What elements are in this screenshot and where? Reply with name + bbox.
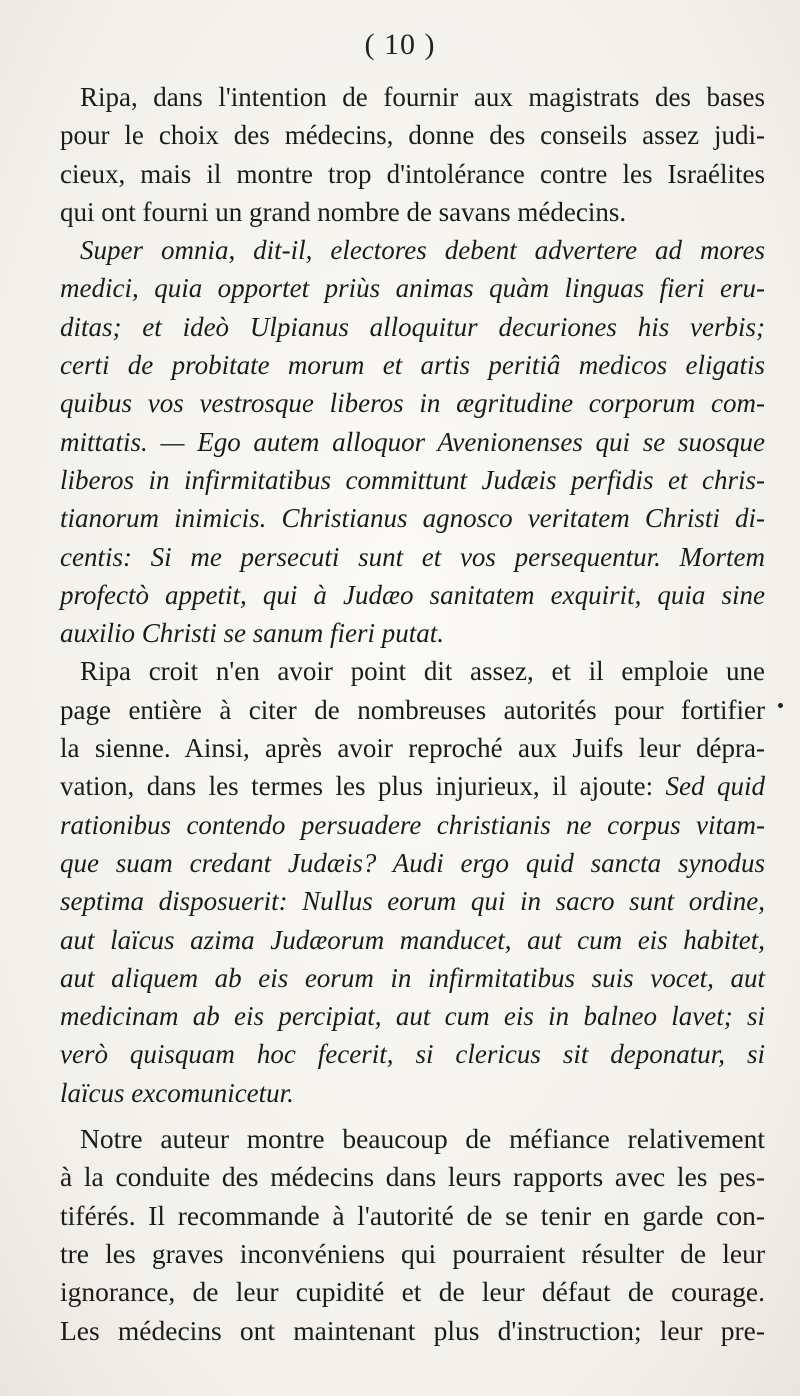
italic-segment: Sed quid: [665, 771, 765, 802]
text-line: cieux, mais il montre trop d'intolérance contre les Israélites: [60, 158, 765, 189]
margin-ink-dot: [778, 703, 783, 708]
roman-segment: vation, dans les termes les plus injurieux, il ajoute:: [60, 771, 666, 802]
text-line: qui ont fourni un grand nombre de savans médecins.: [60, 196, 627, 227]
text-line: Ripa, dans l'intention de fournir aux magistrats des bases: [80, 82, 765, 112]
text-line: ignorance, de leur cupidité et de leur défaut de courage.: [60, 1276, 765, 1308]
text-line: liberos in infirmitatibus committunt Judæis perfidis et chris-: [60, 464, 765, 495]
text-line: ditas; et ideò Ulpianus alloquitur decuriones his verbis;: [60, 311, 765, 342]
text-line: verò quisquam hoc fecerit, si clericus sit deponatur, si: [60, 1039, 765, 1070]
text-line: rationibus contendo persuadere christianis ne corpus vitam-: [60, 809, 765, 840]
text-line: profectò appetit, qui à Judæo sanitatem exquirit, quia sine: [60, 579, 765, 610]
text-line: que suam credant Judæis? Audi ergo quid sancta synodus: [60, 847, 765, 878]
paragraph-ripa-intro: [60, 78, 765, 231]
text-line: pour le choix des médecins, donne des conseils assez judi-: [60, 120, 765, 151]
text-line: laïcus excomunicetur.: [60, 1077, 294, 1108]
text-line: quibus vos vestrosque liberos in ægritudine corporum com-: [60, 388, 765, 419]
text-line: page entière à citer de nombreuses autorités pour fortifier: [60, 694, 765, 725]
body-text: [60, 78, 765, 1350]
text-line: tre les graves inconvéniens qui pourraient résulter de leur: [60, 1237, 765, 1269]
page-number: ( 10 ): [364, 28, 436, 61]
text-line: Les médecins ont maintenant plus d'instruction; leur pre-: [60, 1314, 765, 1346]
paragraph-ripa-synod: [60, 652, 765, 1112]
text-line: aut aliquem ab eis eorum in infirmitatibus suis vocet, aut: [60, 962, 765, 993]
text-line: Ripa croit n'en avoir point dit assez, et il emploie une: [80, 656, 765, 687]
text-line: aut laïcus azima Judæorum manducet, aut cum eis habitet,: [60, 924, 765, 955]
text-line: tiférés. Il recommande à l'autorité de se tenir en garde con-: [60, 1199, 765, 1231]
text-line-mixed: [60, 767, 765, 805]
text-line: centis: Si me persecuti sunt et vos persequentur. Mortem: [60, 541, 765, 572]
text-line: mittatis. — Ego autem alloquor Avenionenses qui se suosque: [60, 426, 765, 457]
text-line: à la conduite des médecins dans leurs rapports avec les pes-: [60, 1161, 765, 1193]
text-line: medicinam ab eis percipiat, aut cum eis in balneo lavet; si: [60, 1001, 765, 1032]
text-line: certi de probitate morum et artis peritiâ medicos eligatis: [60, 350, 765, 381]
text-line: Super omnia, dit-il, electores debent advertere ad mores: [80, 235, 765, 266]
text-line: tianorum inimicis. Christianus agnosco veritatem Christi di-: [60, 503, 765, 534]
text-line: medici, quia opportet priùs animas quàm linguas fieri eru-: [60, 273, 765, 304]
text-line: auxilio Christi se sanum fieri putat.: [60, 618, 445, 649]
text-line: la sienne. Ainsi, après avoir reproché aux Juifs leur dépra-: [60, 733, 765, 764]
text-line: septima disposuerit: Nullus eorum qui in sacro sunt ordine,: [60, 886, 765, 917]
paragraph-notre-auteur: [60, 1120, 765, 1350]
text-line: Notre auteur montre beaucoup de méfiance relativement: [80, 1123, 765, 1155]
paragraph-latin-quote-1: [60, 231, 765, 652]
